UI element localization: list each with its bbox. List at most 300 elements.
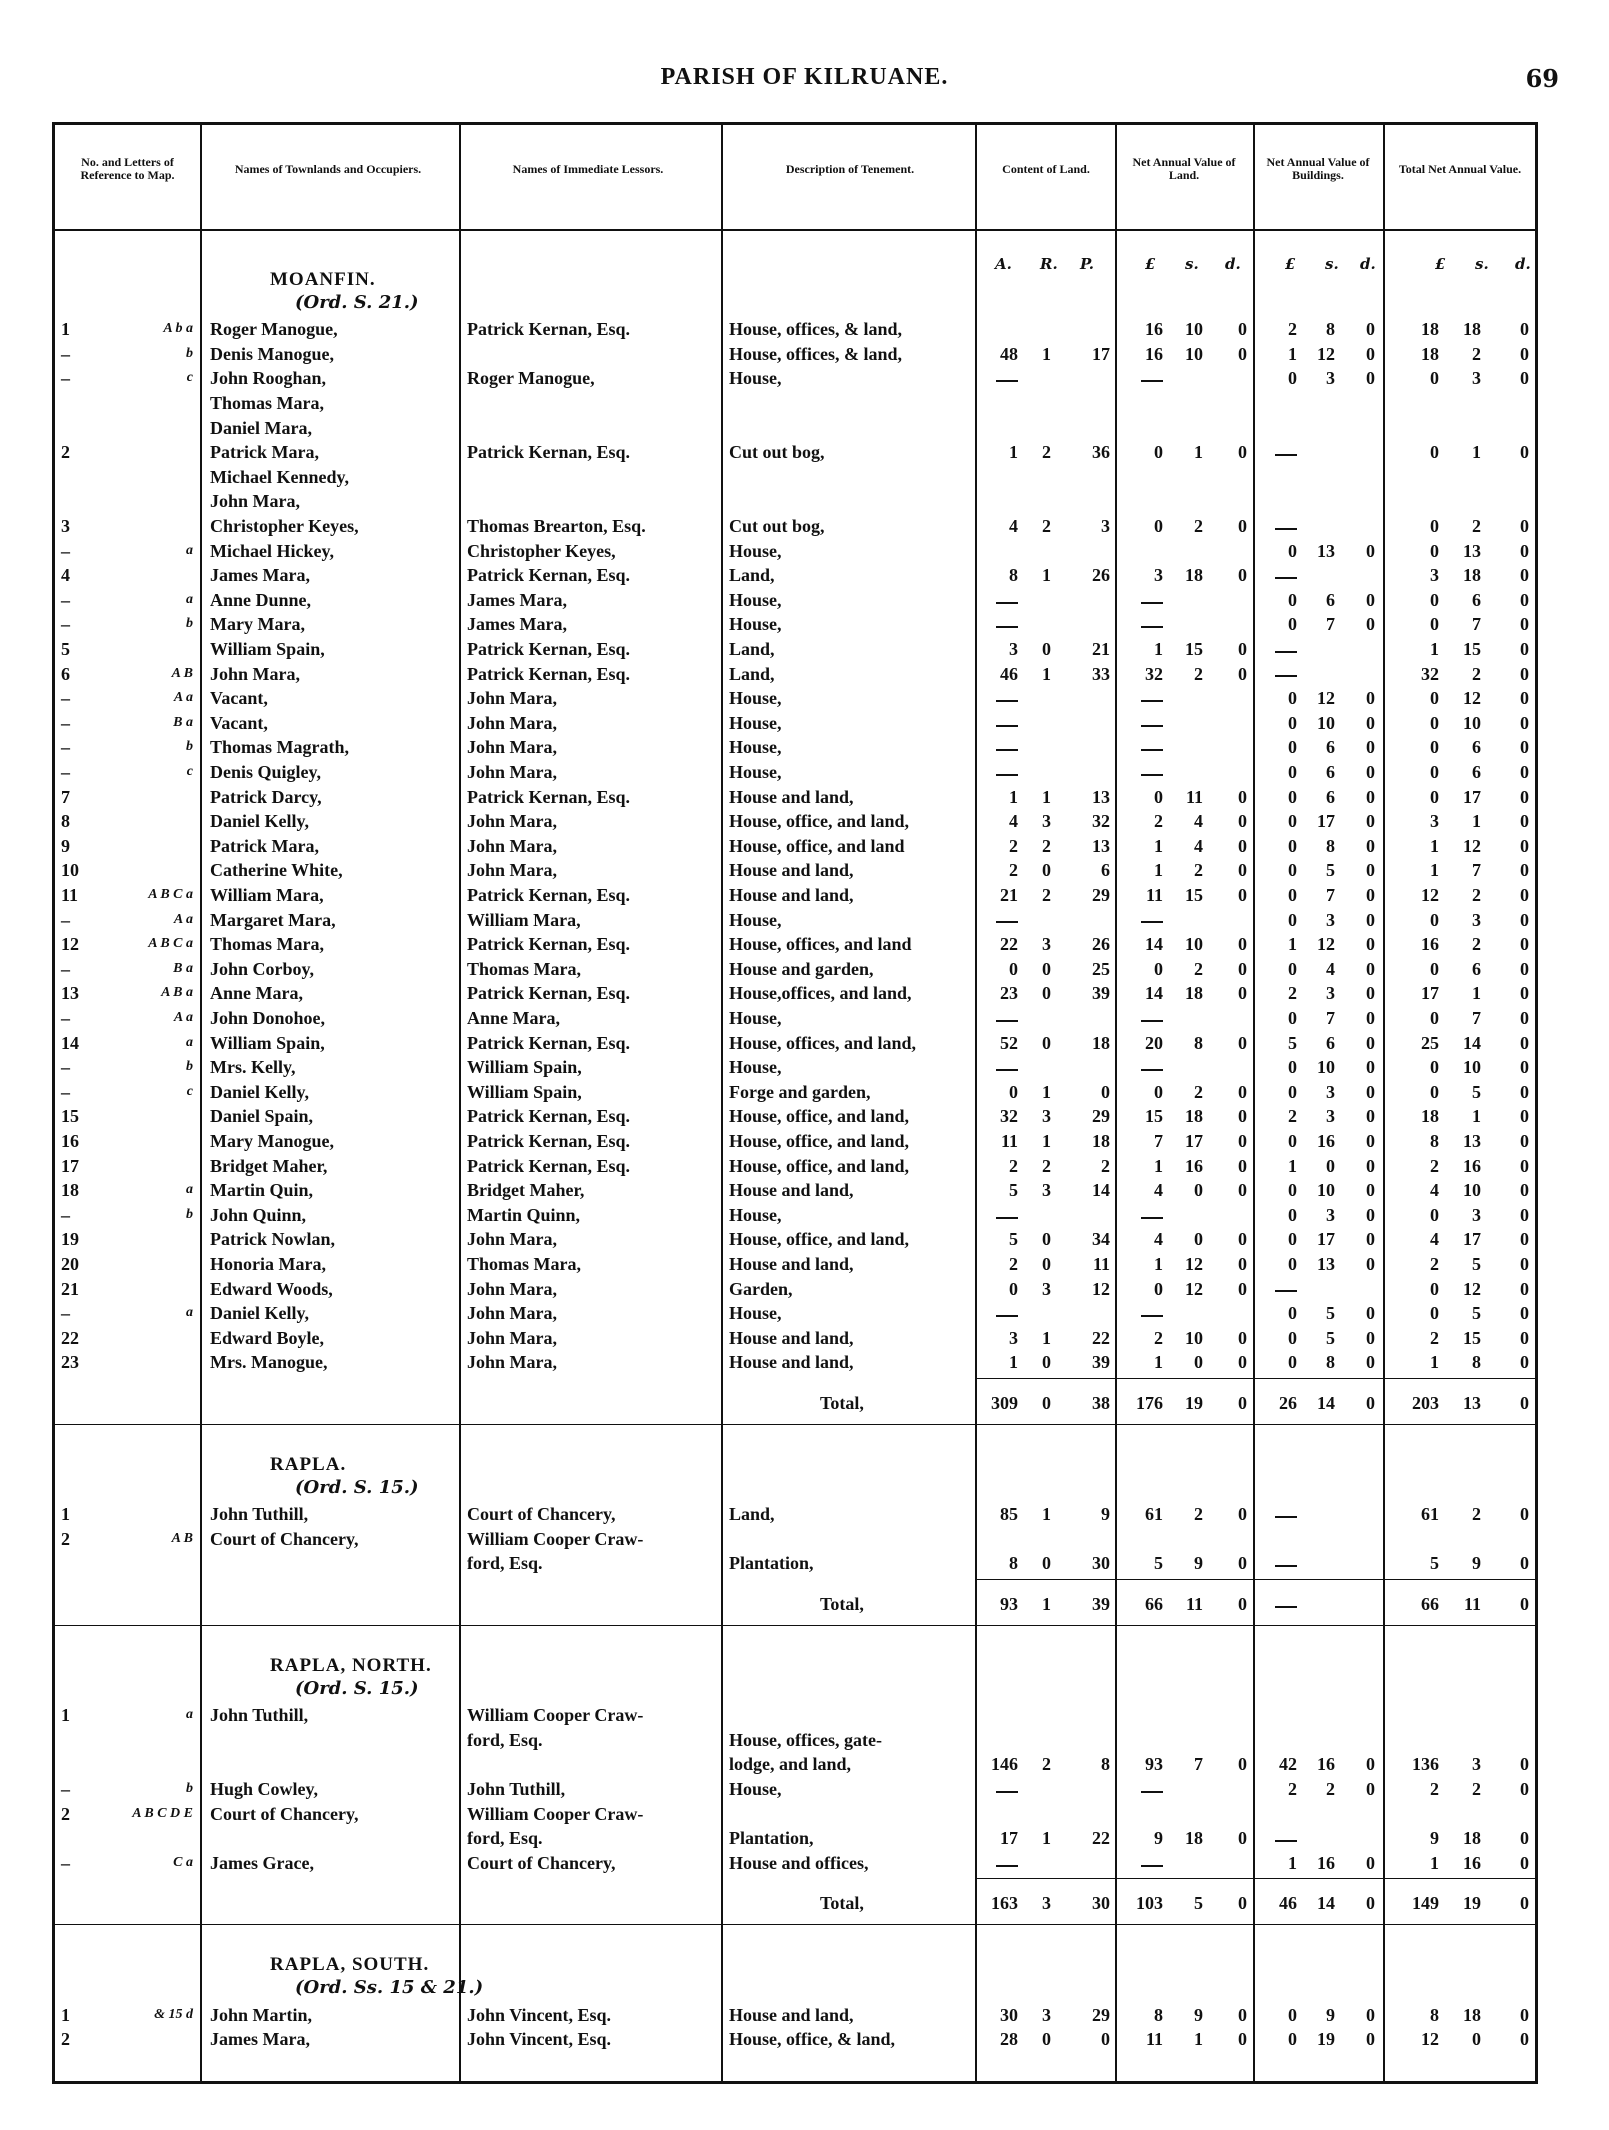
cell-desc: House and land, — [729, 786, 854, 807]
cell-b2: 12 — [1317, 343, 1335, 364]
unit-acres: A. — [995, 255, 1012, 273]
cell-desc: House,offices, and land, — [729, 983, 912, 1004]
cell-occ: John Tuthill, — [210, 1705, 309, 1726]
table-row — [55, 1325, 1535, 1350]
cell-occ: Thomas Magrath, — [210, 737, 349, 758]
table-row — [55, 1825, 1535, 1850]
cell-a: 1 — [1009, 1352, 1018, 1373]
cell-l2: 11 — [1185, 786, 1203, 807]
cell-no: – — [61, 1204, 70, 1225]
section-end-rule — [55, 1625, 1535, 1626]
cell-b2: 8 — [1326, 1352, 1335, 1373]
cell-no: 20 — [61, 1254, 79, 1274]
cell-l3: 0 — [1238, 786, 1247, 807]
cell-t3: 0 — [1520, 1081, 1529, 1102]
cell-b3: 0 — [1366, 1008, 1375, 1028]
cell-desc: House, — [729, 1008, 782, 1028]
cell-t1: 1 — [1430, 1852, 1439, 1873]
cell-let: A B C a — [148, 887, 193, 902]
nil-dash — [1141, 725, 1163, 727]
cell-b3: 0 — [1366, 737, 1375, 758]
cell-t3: 0 — [1520, 343, 1529, 364]
cell-les: William Spain, — [467, 1081, 582, 1102]
cell-let: A B a — [161, 985, 193, 1001]
total-row — [55, 1390, 1535, 1415]
cell-p: 36 — [1092, 442, 1110, 463]
cell-occ: Patrick Nowlan, — [210, 1229, 335, 1250]
cell-l3: 0 — [1238, 2004, 1247, 2025]
cell-b1 — [1257, 1551, 1297, 1575]
cell-a — [980, 1301, 1018, 1325]
cell-t3: 0 — [1520, 1828, 1529, 1849]
cell-let: C a — [173, 1854, 193, 1870]
cell-desc: House, — [729, 712, 782, 733]
cell-l3: 0 — [1238, 1254, 1247, 1274]
cell-les: Patrick Kernan, Esq. — [467, 565, 631, 586]
nil-dash — [1275, 1840, 1297, 1842]
col-header-land-value: Net Annual Value of Land. — [1132, 155, 1236, 182]
cell-b3: 0 — [1366, 1106, 1375, 1127]
cell-t3: 0 — [1520, 1779, 1529, 1799]
cell-a: 28 — [1000, 2029, 1018, 2050]
cell-b3: 0 — [1366, 1779, 1375, 1799]
cell-p: 25 — [1092, 958, 1110, 979]
cell-a — [980, 760, 1018, 784]
cell-les: James Mara, — [467, 589, 567, 610]
cell-les: John Mara, — [467, 1352, 557, 1373]
cell-l1: 7 — [1154, 1131, 1163, 1151]
cell-l3: 0 — [1238, 1106, 1247, 1127]
cell-desc: Forge and garden, — [729, 1081, 871, 1102]
cell-l3: 0 — [1238, 1504, 1247, 1525]
cell-l2: 15 — [1185, 885, 1203, 905]
cell-les: Court of Chancery, — [467, 1852, 616, 1873]
cell-t2: 2 — [1472, 1779, 1481, 1799]
cell-t1: 0 — [1430, 1303, 1439, 1324]
cell-t1: 1 — [1430, 860, 1439, 881]
cell-b1: 0 — [1288, 1352, 1297, 1373]
cell-no: – — [61, 762, 70, 782]
cell-occ: Daniel Kelly, — [210, 1303, 309, 1324]
cell-b3: 0 — [1366, 688, 1375, 709]
cell-occ: Bridget Maher, — [210, 1155, 328, 1176]
nil-dash — [1141, 1315, 1163, 1317]
cell-no: 5 — [61, 639, 70, 659]
nil-dash — [996, 1069, 1018, 1071]
nil-dash — [996, 1020, 1018, 1022]
cell-b2: 0 — [1326, 1155, 1335, 1176]
cell-t3: 0 — [1520, 1106, 1529, 1127]
cell-a: 0 — [1009, 1081, 1018, 1102]
cell-les: John Tuthill, — [467, 1779, 566, 1799]
cell-l1 — [1119, 612, 1163, 636]
nil-dash — [996, 700, 1018, 702]
cell-b3: 0 — [1366, 958, 1375, 979]
header-divider — [55, 229, 1535, 231]
cell-a: 46 — [1000, 663, 1018, 684]
cell-l1 — [1119, 711, 1163, 735]
cell-desc: House and land, — [729, 1180, 854, 1201]
cell-a — [980, 612, 1018, 636]
table-row — [55, 316, 1535, 341]
cell-b3: 0 — [1366, 1204, 1375, 1225]
cell-l2: 5 — [1194, 1893, 1203, 1914]
cell-t2: 1 — [1472, 811, 1481, 832]
cell-b2: 7 — [1326, 614, 1335, 635]
cell-desc: Plantation, — [729, 1828, 814, 1849]
cell-t3: 0 — [1520, 983, 1529, 1004]
table-row — [55, 1030, 1535, 1055]
cell-l1: 2 — [1154, 811, 1163, 832]
nil-dash — [1141, 700, 1163, 702]
cell-a: 4 — [1009, 516, 1018, 536]
cell-occ: Daniel Spain, — [210, 1106, 314, 1127]
table-row — [55, 611, 1535, 636]
cell-no: 12 — [61, 934, 79, 955]
cell-b1: 0 — [1288, 2029, 1297, 2050]
cell-let: A B — [171, 1530, 193, 1546]
cell-p: 22 — [1092, 1327, 1110, 1348]
cell-desc: House, offices, & land, — [729, 343, 902, 364]
cell-desc: House, — [729, 909, 782, 930]
cell-b1 — [1257, 440, 1297, 464]
cell-t2: 3 — [1472, 368, 1481, 389]
cell-r: 1 — [1042, 1594, 1051, 1614]
cell-t1: 66 — [1421, 1594, 1439, 1614]
cell-a — [980, 908, 1018, 932]
cell-t2: 18 — [1463, 565, 1481, 586]
cell-p: 18 — [1092, 1032, 1110, 1053]
cell-r: 1 — [1042, 1131, 1051, 1151]
cell-b3: 0 — [1366, 1155, 1375, 1176]
cell-b1: 0 — [1288, 737, 1297, 758]
cell-t3: 0 — [1520, 909, 1529, 930]
cell-no: 1 — [61, 1705, 70, 1726]
cell-r: 0 — [1042, 1032, 1051, 1053]
cell-l2: 2 — [1194, 516, 1203, 536]
cell-t1: 0 — [1430, 1081, 1439, 1102]
table-row — [55, 2002, 1535, 2027]
cell-let: a — [186, 1305, 193, 1321]
cell-t2: 12 — [1463, 688, 1481, 709]
unit-pounds: £ — [1285, 255, 1296, 273]
cell-desc: House, office, and land, — [729, 811, 910, 832]
cell-les: Patrick Kernan, Esq. — [467, 885, 631, 905]
cell-b3: 0 — [1366, 1327, 1375, 1348]
cell-les: John Mara, — [467, 835, 557, 856]
cell-b2: 14 — [1317, 1393, 1335, 1413]
table-row — [55, 685, 1535, 710]
cell-t1: 203 — [1412, 1393, 1439, 1413]
cell-t1: 0 — [1430, 1278, 1439, 1299]
cell-b2: 3 — [1326, 1106, 1335, 1127]
cell-b1: 0 — [1288, 1180, 1297, 1201]
cell-a: 32 — [1000, 1106, 1018, 1127]
cell-l3: 0 — [1238, 885, 1247, 905]
cell-no: 2 — [61, 1528, 70, 1549]
cell-les: William Mara, — [467, 909, 581, 930]
cell-l2: 10 — [1185, 1327, 1203, 1348]
cell-p: 13 — [1092, 786, 1110, 807]
cell-les: William Spain, — [467, 1057, 582, 1078]
cell-l1: 0 — [1154, 1081, 1163, 1102]
cell-occ: Mrs. Kelly, — [210, 1057, 296, 1078]
cell-t1: 18 — [1421, 343, 1439, 364]
cell-l2: 2 — [1194, 958, 1203, 979]
cell-p: 30 — [1092, 1893, 1110, 1914]
cell-les: Thomas Mara, — [467, 958, 581, 979]
cell-occ: Michael Kennedy, — [210, 466, 349, 487]
cell-l3: 0 — [1238, 1594, 1247, 1614]
cell-no: – — [61, 1057, 70, 1078]
cell-l2: 4 — [1194, 811, 1203, 832]
cell-occ: Anne Mara, — [210, 983, 303, 1004]
cell-r: 3 — [1042, 1180, 1051, 1201]
cell-t2: 6 — [1472, 762, 1481, 782]
cell-p: 14 — [1092, 1180, 1110, 1201]
cell-t2: 1 — [1472, 1106, 1481, 1127]
cell-occ: Hugh Cowley, — [210, 1779, 319, 1799]
cell-a: 0 — [1009, 1278, 1018, 1299]
cell-b2: 13 — [1317, 1254, 1335, 1274]
cell-desc: lodge, and land, — [729, 1754, 852, 1775]
cell-t3: 0 — [1520, 516, 1529, 536]
cell-a: 8 — [1009, 1553, 1018, 1574]
table-row — [55, 587, 1535, 612]
cell-l1: 0 — [1154, 442, 1163, 463]
cell-t1: 8 — [1430, 1131, 1439, 1151]
cell-t3: 0 — [1520, 885, 1529, 905]
cell-a: 5 — [1009, 1229, 1018, 1250]
cell-let: & 15 d — [154, 2006, 193, 2022]
cell-b3: 0 — [1366, 983, 1375, 1004]
cell-no: 21 — [61, 1278, 79, 1299]
cell-no: 19 — [61, 1229, 79, 1250]
townland-heading: RAPLA, SOUTH. — [270, 1954, 430, 1976]
cell-let: a — [186, 1034, 193, 1050]
cell-b2: 3 — [1326, 1204, 1335, 1225]
cell-les: Christopher Keyes, — [467, 540, 616, 561]
cell-no: 23 — [61, 1352, 79, 1373]
unit-shillings: s. — [1325, 255, 1339, 273]
table-row — [55, 1153, 1535, 1178]
cell-t3: 0 — [1520, 1594, 1529, 1614]
table-row — [55, 1226, 1535, 1251]
table-row — [55, 488, 1535, 513]
cell-t3: 0 — [1520, 1204, 1529, 1225]
cell-t2: 6 — [1472, 589, 1481, 610]
cell-b1 — [1257, 563, 1297, 587]
cell-b1 — [1257, 1592, 1297, 1616]
cell-b1: 5 — [1288, 1032, 1297, 1053]
nil-dash — [996, 774, 1018, 776]
cell-let: b — [186, 1059, 193, 1075]
cell-p: 6 — [1101, 860, 1110, 881]
cell-les: John Mara, — [467, 1278, 557, 1299]
cell-les: Patrick Kernan, Esq. — [467, 786, 631, 807]
cell-l1: 1 — [1154, 1155, 1163, 1176]
cell-l2: 17 — [1185, 1131, 1203, 1151]
cell-t1: 0 — [1430, 1204, 1439, 1225]
cell-desc: House and land, — [729, 2004, 854, 2025]
cell-l3: 0 — [1238, 958, 1247, 979]
cell-b1: 0 — [1288, 589, 1297, 610]
cell-r: 3 — [1042, 2004, 1051, 2025]
cell-les: Patrick Kernan, Esq. — [467, 983, 631, 1004]
cell-b2: 7 — [1326, 1008, 1335, 1028]
cell-a: 0 — [1009, 958, 1018, 979]
unit-pounds: £ — [1145, 255, 1156, 273]
cell-no: 6 — [61, 663, 70, 684]
cell-r: 0 — [1042, 2029, 1051, 2050]
unit-shillings: s. — [1475, 255, 1489, 273]
cell-l3: 0 — [1238, 1155, 1247, 1176]
cell-b1: 0 — [1288, 860, 1297, 881]
cell-t2: 2 — [1472, 343, 1481, 364]
cell-b2: 19 — [1317, 2029, 1335, 2050]
cell-let: A a — [173, 911, 193, 927]
cell-b1: 1 — [1288, 934, 1297, 955]
cell-t2: 2 — [1472, 885, 1481, 905]
cell-r: 1 — [1042, 565, 1051, 586]
cell-t2: 0 — [1472, 2029, 1481, 2050]
cell-t2: 3 — [1472, 1204, 1481, 1225]
cell-no: – — [61, 1303, 70, 1324]
cell-a: 48 — [1000, 343, 1018, 364]
cell-l1: 0 — [1154, 786, 1163, 807]
cell-b1: 0 — [1288, 909, 1297, 930]
cell-b1: 1 — [1288, 343, 1297, 364]
cell-l2: 1 — [1194, 442, 1203, 463]
cell-no: – — [61, 1081, 70, 1102]
cell-t3: 0 — [1520, 442, 1529, 463]
cell-occ: Anne Dunne, — [210, 589, 312, 610]
cell-r: 0 — [1042, 1254, 1051, 1274]
nil-dash — [996, 749, 1018, 751]
cell-l3: 0 — [1238, 1754, 1247, 1775]
table-row — [55, 1079, 1535, 1104]
cell-l1 — [1119, 1055, 1163, 1079]
cell-p: 39 — [1092, 983, 1110, 1004]
cell-l2: 18 — [1185, 1106, 1203, 1127]
cell-l1: 16 — [1145, 319, 1163, 340]
cell-r: 0 — [1042, 1393, 1051, 1413]
table-row — [55, 931, 1535, 956]
cell-no: 4 — [61, 565, 70, 586]
cell-l1: 66 — [1145, 1594, 1163, 1614]
cell-t1: 2 — [1430, 1254, 1439, 1274]
cell-l2: 4 — [1194, 835, 1203, 856]
cell-b2: 17 — [1317, 1229, 1335, 1250]
nil-dash — [1141, 626, 1163, 628]
nil-dash — [1275, 1606, 1297, 1608]
cell-no: – — [61, 1008, 70, 1028]
cell-l1: 20 — [1145, 1032, 1163, 1053]
cell-b1: 1 — [1288, 1852, 1297, 1873]
cell-t1: 12 — [1421, 885, 1439, 905]
cell-b2: 16 — [1317, 1852, 1335, 1873]
cell-l1: 8 — [1154, 2004, 1163, 2025]
cell-les: Anne Mara, — [467, 1008, 560, 1028]
cell-occ: Patrick Mara, — [210, 835, 319, 856]
cell-les: John Mara, — [467, 737, 557, 758]
cell-l1: 1 — [1154, 860, 1163, 881]
cell-r: 0 — [1042, 983, 1051, 1004]
cell-occ: Vacant, — [210, 712, 268, 733]
cell-t3: 0 — [1520, 688, 1529, 709]
cell-desc: House and land, — [729, 1327, 854, 1348]
cell-desc: House, — [729, 737, 782, 758]
cell-desc: Land, — [729, 663, 775, 684]
cell-no: 1 — [61, 1504, 70, 1525]
cell-t2: 3 — [1472, 1754, 1481, 1775]
cell-b1: 0 — [1288, 1303, 1297, 1324]
cell-b3: 0 — [1366, 909, 1375, 930]
cell-b1: 42 — [1279, 1754, 1297, 1775]
table-row — [55, 1128, 1535, 1153]
cell-t2: 17 — [1463, 786, 1481, 807]
cell-l1: 0 — [1154, 1278, 1163, 1299]
cell-les: William Cooper Craw- — [467, 1705, 644, 1726]
cell-l1: 5 — [1154, 1553, 1163, 1574]
cell-les: John Mara, — [467, 860, 557, 881]
nil-dash — [996, 1217, 1018, 1219]
cell-no: 11 — [61, 885, 79, 905]
cell-p: 21 — [1092, 639, 1110, 659]
cell-b1: 0 — [1288, 614, 1297, 635]
cell-p: 0 — [1101, 2029, 1110, 2050]
cell-t1: 5 — [1430, 1553, 1439, 1574]
cell-t2: 5 — [1472, 1303, 1481, 1324]
cell-les: John Mara, — [467, 688, 557, 709]
cell-desc: Land, — [729, 565, 775, 586]
cell-occ: Martin Quin, — [210, 1180, 314, 1201]
cell-b3: 0 — [1366, 1131, 1375, 1151]
cell-a: 21 — [1000, 885, 1018, 905]
cell-l2: 9 — [1194, 2004, 1203, 2025]
cell-b1: 0 — [1288, 1204, 1297, 1225]
cell-t3: 0 — [1520, 1155, 1529, 1176]
cell-b1: 0 — [1288, 1008, 1297, 1028]
cell-p: 2 — [1101, 1155, 1110, 1176]
cell-b1: 0 — [1288, 1254, 1297, 1274]
table-row — [55, 1850, 1535, 1875]
cell-b3: 0 — [1366, 1057, 1375, 1078]
cell-t1: 18 — [1421, 319, 1439, 340]
table-row — [55, 464, 1535, 489]
cell-b1 — [1257, 662, 1297, 686]
cell-p: 3 — [1101, 516, 1110, 536]
cell-r: 0 — [1042, 1229, 1051, 1250]
nil-dash — [1141, 1791, 1163, 1793]
nil-dash — [1275, 528, 1297, 530]
cell-t2: 1 — [1472, 442, 1481, 463]
cell-l1 — [1119, 1301, 1163, 1325]
cell-b1: 0 — [1288, 688, 1297, 709]
cell-desc: House and land, — [729, 860, 854, 881]
cell-r: 2 — [1042, 1754, 1051, 1775]
table-row — [55, 1300, 1535, 1325]
cell-b2: 6 — [1326, 1032, 1335, 1053]
cell-desc: Cut out bog, — [729, 442, 825, 463]
unit-pence: d. — [1515, 255, 1531, 273]
cell-l1 — [1119, 366, 1163, 390]
cell-desc: House, office, and land — [729, 835, 905, 856]
ordnance-sheet: (Ord. S. 21.) — [295, 291, 419, 313]
cell-l1: 11 — [1145, 885, 1163, 905]
cell-l3: 0 — [1238, 565, 1247, 586]
cell-r: 2 — [1042, 516, 1051, 536]
